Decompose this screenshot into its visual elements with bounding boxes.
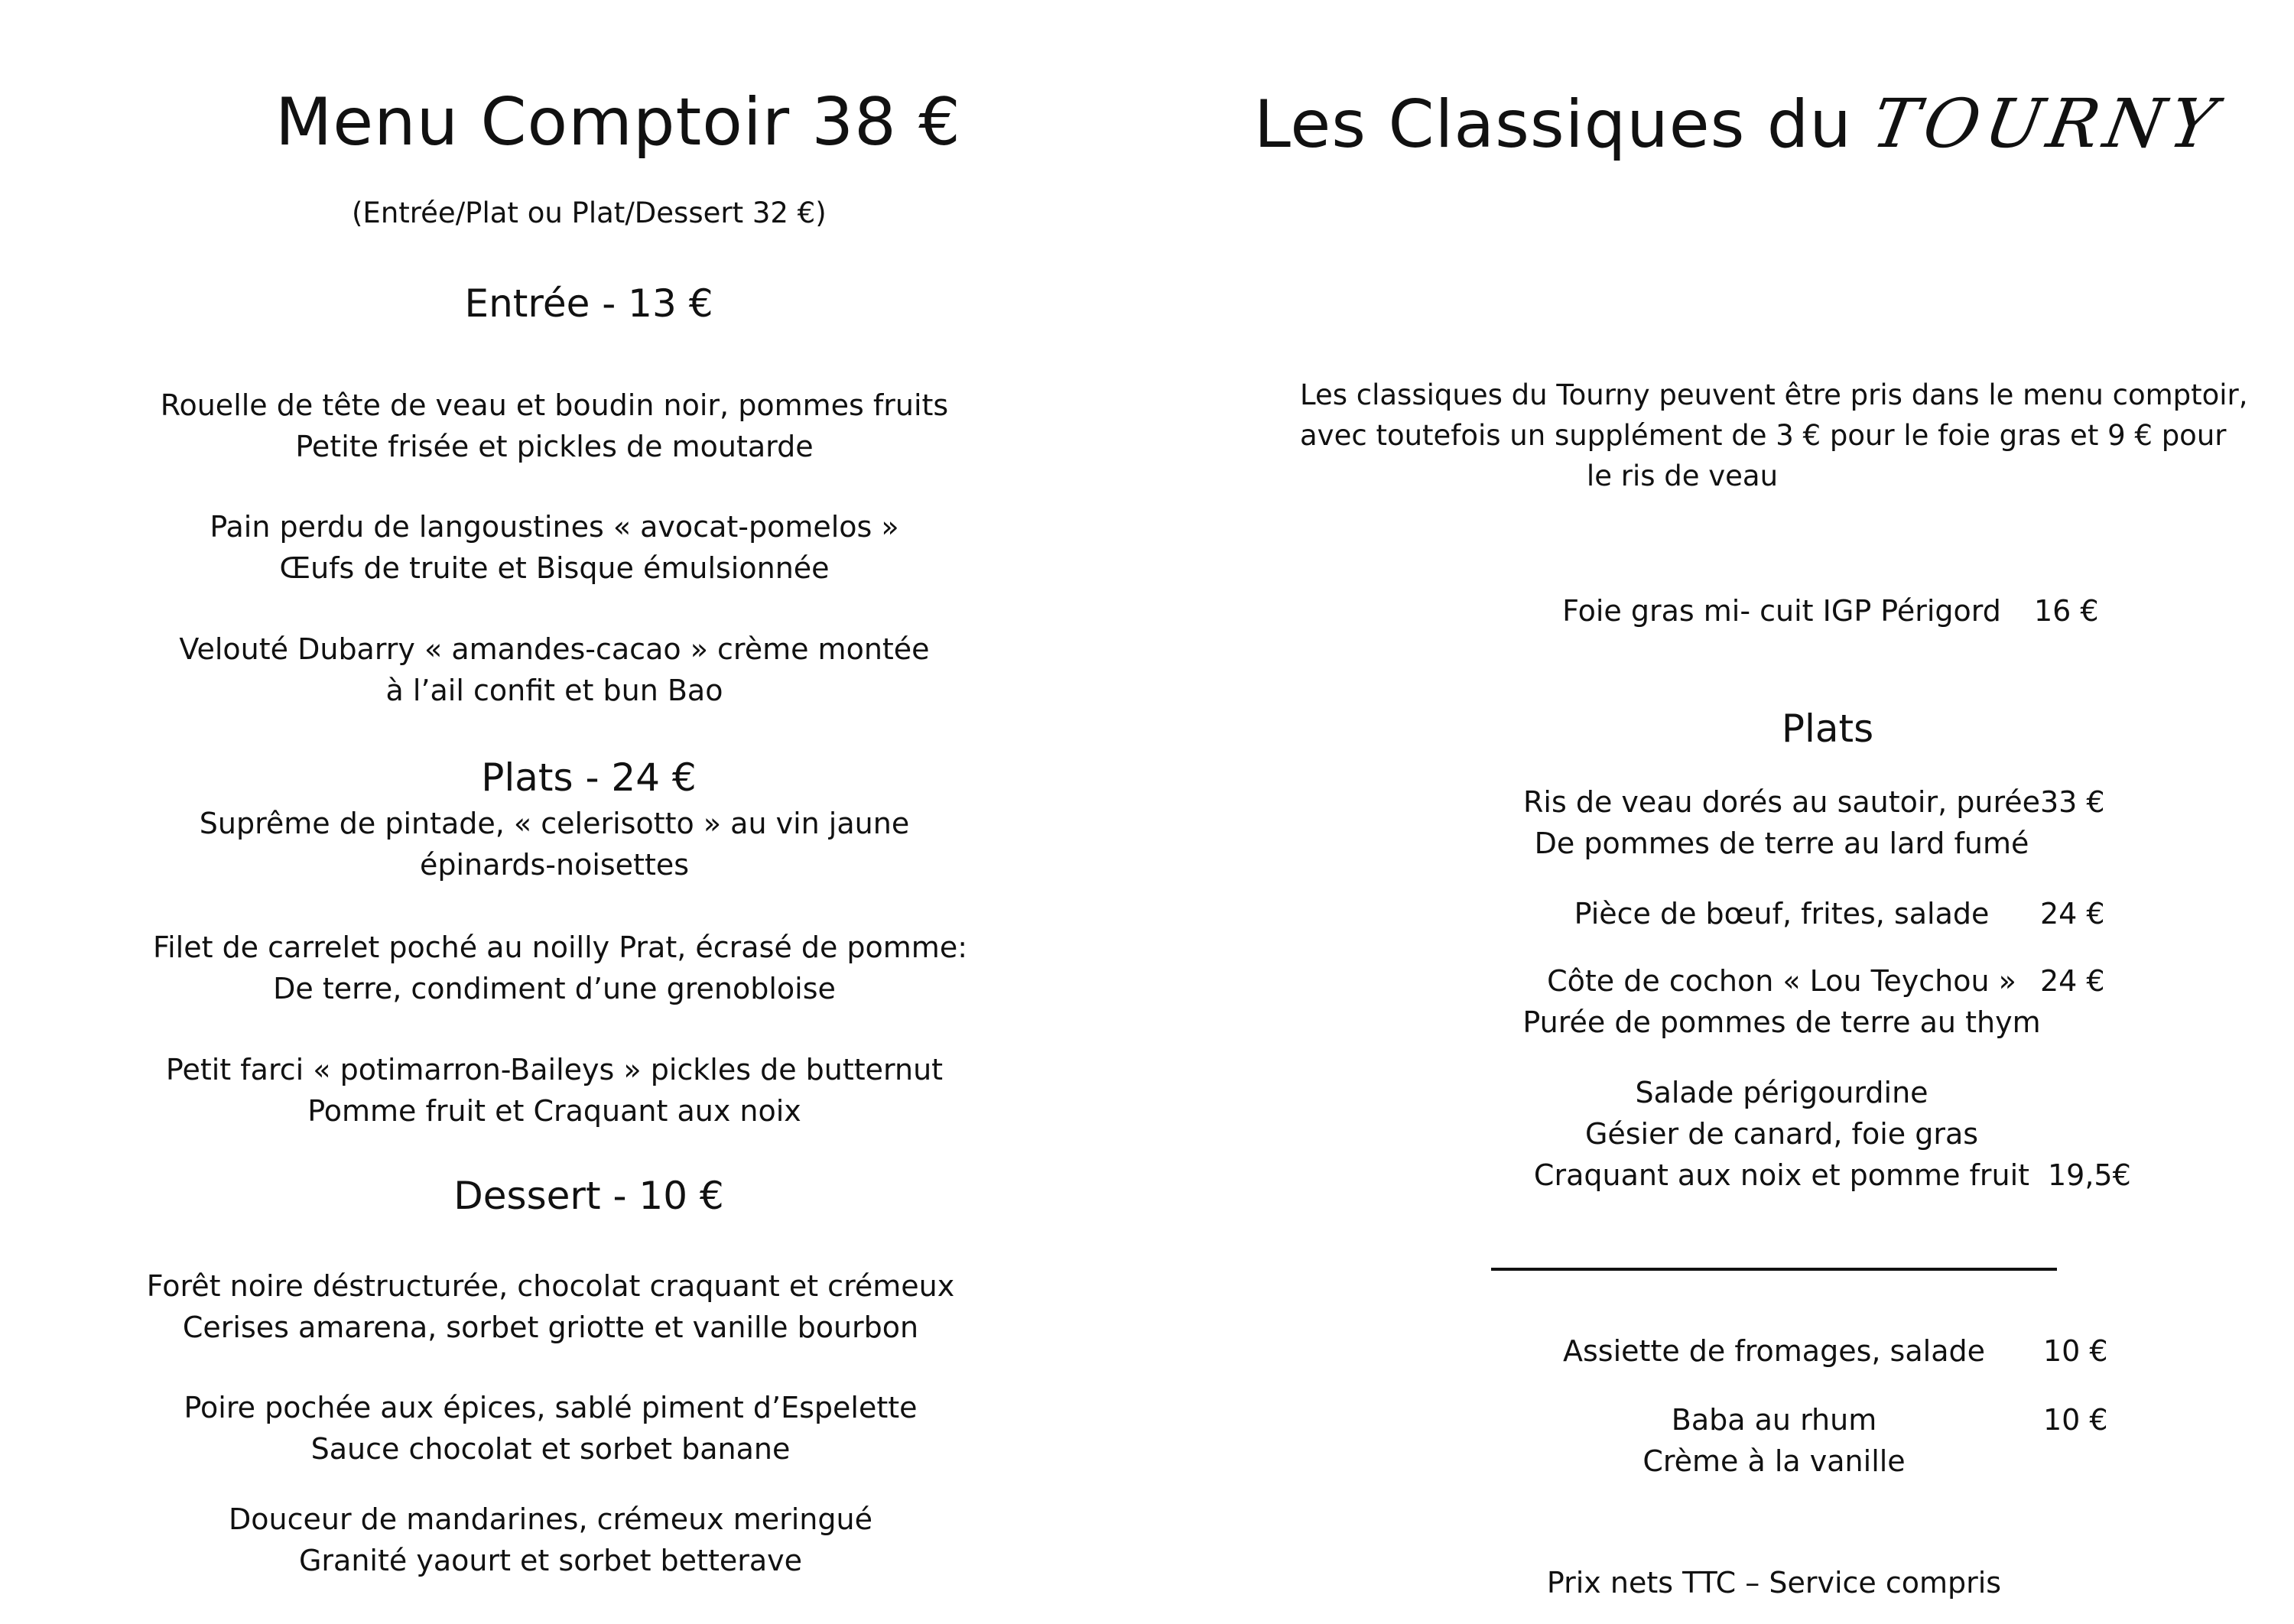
dish-line: Rouelle de tête de veau et boudin noir, pommes fruits — [160, 388, 949, 422]
item-line: Crème à la vanille — [1643, 1444, 1906, 1478]
dessert-dish-1 — [138, 1265, 963, 1348]
classiques-title-prefix: Les Classiques du — [1254, 86, 1852, 163]
plat-dish-1 — [153, 803, 956, 885]
item-line: Ris de veau dorés au sautoir, purée — [1522, 785, 2040, 819]
intro-line: Les classiques du Tourny peuvent être pris dans le menu comptoir, — [1300, 378, 2248, 411]
item-line: Baba au rhum — [1671, 1403, 1877, 1437]
entree-heading: Entrée - 13 € — [464, 281, 713, 326]
item-price: 33 € — [2040, 785, 2105, 819]
dish-line: Petite frisée et pickles de moutarde — [295, 430, 814, 463]
item-name — [1499, 1072, 2065, 1196]
item-line: De pommes de terre au lard fumé — [1534, 827, 2029, 860]
dish-line: Petit farci « potimarron-Baileys » pickles de butternut — [165, 1053, 944, 1086]
entree-dish-1 — [153, 385, 956, 467]
tourny-handwritten: TOURNY — [1867, 84, 2228, 163]
dish-line: Suprême de pintade, « celerisotto » au vin jaune — [199, 807, 910, 840]
item-line: Craquant aux noix et pomme fruit — [1533, 1158, 2030, 1192]
item-name — [1499, 960, 2065, 1043]
dish-line: Forêt noire déstructurée, chocolat craquant et crémeux — [146, 1269, 955, 1303]
dessert-heading: Dessert - 10 € — [453, 1174, 724, 1218]
item-price: 24 € — [2040, 897, 2105, 931]
dessert-dish-2 — [138, 1387, 963, 1470]
item-line: Purée de pommes de terre au thym — [1522, 1005, 2041, 1039]
plat-dish-2 — [153, 927, 968, 1009]
classiques-title — [1254, 84, 2228, 163]
item-line: Assiette de fromages, salade — [1563, 1334, 1985, 1368]
item-price: 16 € — [2034, 594, 2099, 628]
intro-line: le ris de veau — [1586, 460, 1779, 492]
dish-line: Cerises amarena, sorbet griotte et vanille bourbon — [182, 1311, 919, 1344]
item-name — [1506, 1330, 2042, 1372]
item-name — [1499, 781, 2065, 864]
item-line: Salade périgourdine — [1635, 1076, 1928, 1109]
classiques-intro — [1300, 375, 2248, 496]
right-page-classiques — [1147, 0, 2294, 1624]
dish-line: Granité yaourt et sorbet betterave — [298, 1544, 803, 1577]
menu-comptoir-title: Menu Comptoir 38 € — [275, 84, 961, 161]
dish-line: Œufs de truite et Bisque émulsionnée — [279, 551, 830, 585]
item-name — [1499, 893, 2065, 934]
item-price: 10 € — [2043, 1403, 2108, 1437]
prices-footer: Prix nets TTC – Service compris — [1546, 1566, 2002, 1600]
item-price: 24 € — [2040, 964, 2105, 998]
dish-line: Poire pochée aux épices, sablé piment d’Espelette — [184, 1391, 918, 1424]
dish-line: De terre, condiment d’une grenobloise — [273, 972, 836, 1005]
dish-line: Pain perdu de langoustines « avocat-pomelos » — [210, 510, 899, 544]
entree-dish-3 — [153, 628, 956, 711]
dish-line: à l’ail confit et bun Bao — [385, 674, 723, 707]
dish-line: épinards-noisettes — [419, 848, 690, 882]
item-name — [1506, 1399, 2042, 1482]
item-price: 19,5€ — [2048, 1158, 2131, 1192]
intro-line: avec toutefois un supplément de 3 € pour le foie gras et 9 € pour — [1300, 419, 2227, 452]
classiques-plats-heading: Plats — [1781, 706, 1874, 751]
dish-line: Sauce chocolat et sorbet banane — [310, 1432, 791, 1466]
item-price: 10 € — [2043, 1334, 2108, 1368]
item-line: Gésier de canard, foie gras — [1584, 1117, 1979, 1151]
item-line: Côte de cochon « Lou Teychou » — [1547, 964, 2016, 998]
plats-heading: Plats - 24 € — [481, 755, 697, 800]
section-divider — [1491, 1268, 2057, 1271]
item-name: Foie gras mi- cuit IGP Périgord — [1562, 594, 2001, 628]
plat-dish-3 — [153, 1049, 956, 1132]
dessert-dish-3 — [138, 1499, 963, 1581]
dish-line: Velouté Dubarry « amandes-cacao » crème montée — [179, 632, 930, 666]
dish-line: Pomme fruit et Craquant aux noix — [307, 1094, 801, 1128]
item-line: Pièce de bœuf, frites, salade — [1574, 897, 1990, 931]
dish-line: Douceur de mandarines, crémeux meringué — [229, 1502, 872, 1536]
dish-line: Filet de carrelet poché au noilly Prat, écrasé de pomme: — [153, 931, 968, 964]
menu-comptoir-subtitle: (Entrée/Plat ou Plat/Dessert 32 €) — [352, 197, 827, 229]
entree-dish-2 — [153, 506, 956, 589]
